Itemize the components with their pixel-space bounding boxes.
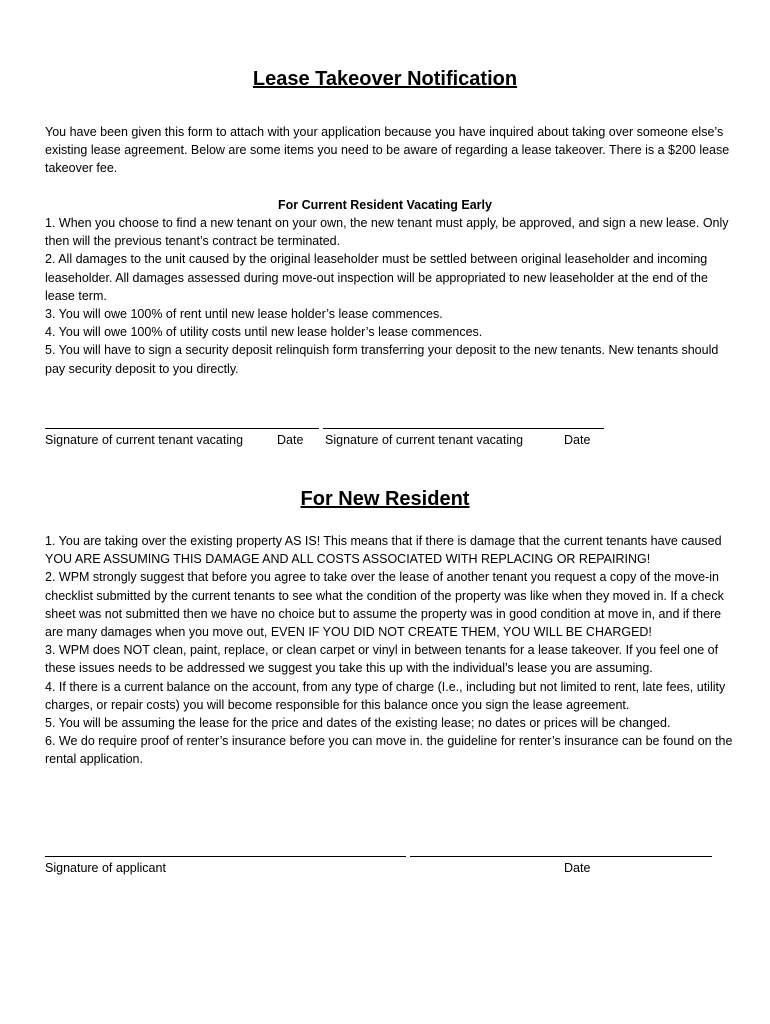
date-label-applicant: Date: [564, 861, 591, 875]
list-item: 1. You are taking over the existing property AS IS! This means that if there is damage that the current tenants have caused YOU ARE ASSUMING THIS DAMAGE AND ALL COSTS ASSOCIATED WITH REPLACING OR REPAIRING!: [45, 534, 722, 567]
new-resident-items-list: [45, 532, 735, 769]
intro-paragraph: [45, 123, 735, 178]
list-item: 4. You will owe 100% of utility costs until new lease holder’s lease commences.: [45, 325, 483, 340]
vacating-items-list: [45, 214, 735, 378]
document-title: Lease Takeover Notification: [252, 68, 518, 90]
list-item: 2. WPM strongly suggest that before you agree to take over the lease of another tenant you request a copy of the move-in checklist submitted by the current tenants to see what the condition of the property was like when they moved in. If a check sheet was not submitted then we have no choice but to assume the property was in good condition at move in, and if there are many damages when you move out, EVEN IF YOU DID NOT CREATE THEM, YOU WILL BE CHARGED!: [45, 570, 724, 640]
date-line-applicant[interactable]: [410, 856, 712, 857]
vacating-section-heading: For Current Resident Vacating Early: [278, 198, 492, 212]
list-item: 4. If there is a current balance on the account, from any type of charge (I.e., including but not limited to rent, late fees, utility charges, or repair costs) you will become responsible for this balance once you sign the lease agreement.: [45, 679, 726, 712]
signature-label-vacating-1: Signature of current tenant vacating: [45, 433, 244, 447]
new-resident-heading: For New Resident: [300, 488, 470, 510]
list-item: 3. WPM does NOT clean, paint, replace, or clean carpet or vinyl in between tenants for a lease takeover. If you feel one of these issues needs to be addressed we suggest you take this up with the individual’s lease you are assuming.: [45, 643, 719, 676]
intro-text: You have been given this form to attach with your application because you have inquired about taking over someone else’s existing lease agreement. Below are some items you need to be aware of regarding a lease takeover. There is a $200 lease takeover fee.: [45, 125, 730, 176]
list-item: 6. We do require proof of renter’s insurance before you can move in. the guideline for renter’s insurance can be found on the rental application.: [45, 734, 733, 767]
list-item: 5. You will be assuming the lease for the price and dates of the existing lease; no dates or prices will be changed.: [45, 716, 671, 731]
signature-label-applicant: Signature of applicant: [45, 861, 166, 875]
signature-line-vacating-2[interactable]: [323, 428, 604, 429]
list-item: 1. When you choose to find a new tenant on your own, the new tenant must apply, be approved, and sign a new lease. Only then will the previous tenant’s contract be terminated.: [45, 216, 729, 249]
list-item: 2. All damages to the unit caused by the original leaseholder must be settled between original leaseholder and incoming leaseholder. All damages assessed during move-out inspection will be appropriated to new leaseholder at the end of the lease term.: [45, 252, 708, 303]
date-label-vacating-2: Date: [564, 433, 591, 447]
signature-line-vacating-1[interactable]: [45, 428, 319, 429]
list-item: 5. You will have to sign a security deposit relinquish form transferring your deposit to the new tenants. New tenants should pay security deposit to you directly.: [45, 343, 719, 376]
list-item: 3. You will owe 100% of rent until new lease holder’s lease commences.: [45, 307, 443, 322]
date-label-vacating-1: Date: [277, 433, 304, 447]
signature-line-applicant[interactable]: [45, 856, 406, 857]
signature-label-vacating-2: Signature of current tenant vacating: [325, 433, 524, 447]
